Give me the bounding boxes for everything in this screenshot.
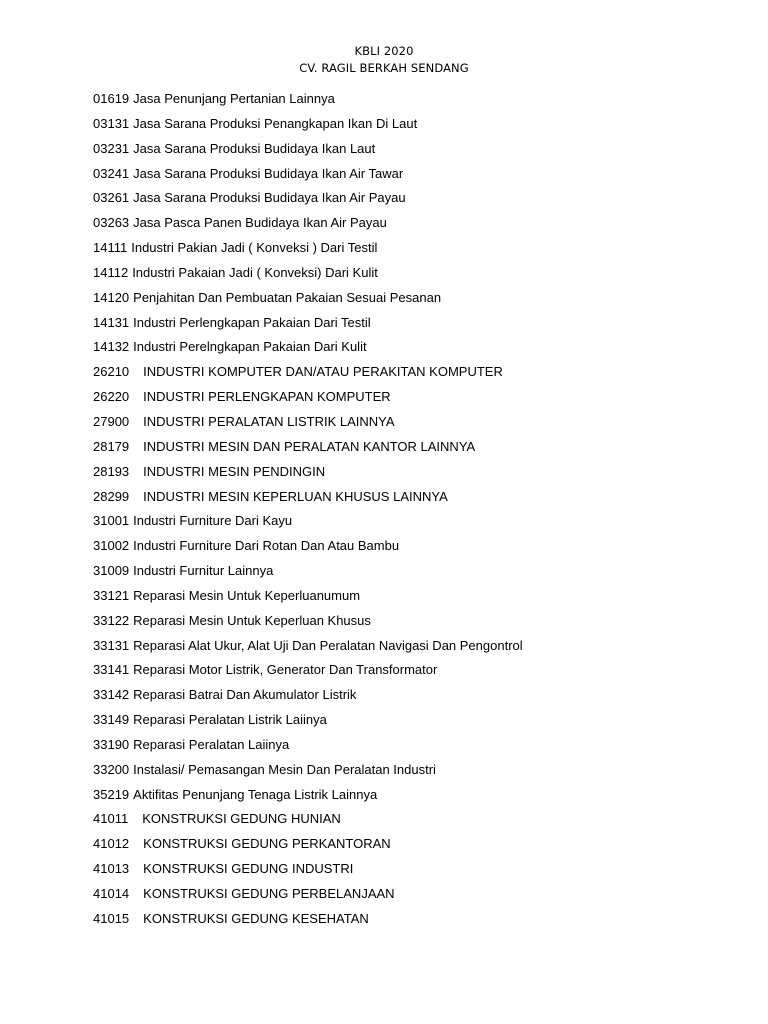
kbli-code: 33131 — [93, 637, 130, 653]
kbli-description: Reparasi Peralatan Listrik Laiinya — [133, 712, 327, 728]
kbli-description: KONSTRUKSI GEDUNG PERKANTORAN — [143, 836, 391, 852]
kbli-description: Jasa Sarana Produksi Budidaya Ikan Air Tawar — [133, 165, 404, 181]
list-item — [93, 809, 733, 834]
kbli-code: 28193 — [93, 463, 130, 479]
kbli-description: Industri Furnitur Lainnya — [133, 563, 274, 579]
kbli-code: 03131 — [93, 115, 130, 131]
list-item — [93, 636, 733, 661]
kbli-code: 33141 — [93, 662, 130, 678]
kbli-code: 33190 — [93, 736, 130, 752]
list-item — [93, 884, 733, 909]
list-item — [93, 437, 733, 462]
list-item — [93, 313, 733, 338]
kbli-description: INDUSTRI MESIN PENDINGIN — [143, 463, 326, 479]
list-item — [93, 213, 733, 238]
kbli-code-list — [93, 89, 733, 934]
kbli-description: Jasa Penunjang Pertanian Lainnya — [133, 91, 335, 106]
list-item — [93, 511, 733, 536]
kbli-description: Reparasi Mesin Untuk Keperluan Khusus — [133, 612, 371, 628]
list-item — [93, 834, 733, 859]
kbli-description: Penjahitan Dan Pembuatan Pakaian Sesuai Pesanan — [133, 289, 442, 305]
list-item — [93, 710, 733, 735]
list-item — [93, 487, 733, 512]
list-item — [93, 909, 733, 934]
kbli-code: 03241 — [93, 165, 130, 181]
kbli-code: 41014 — [93, 886, 130, 901]
kbli-description: Industri Pakaian Jadi ( Konveksi) Dari Kulit — [132, 264, 378, 280]
kbli-code: 03231 — [93, 140, 130, 156]
kbli-description: KONSTRUKSI GEDUNG KESEHATAN — [143, 910, 369, 926]
kbli-code: 33200 — [93, 761, 130, 777]
list-item — [93, 561, 733, 586]
list-item — [93, 785, 733, 810]
kbli-code: 01619 — [93, 91, 130, 106]
kbli-code: 14112 — [93, 264, 129, 280]
list-item — [93, 139, 733, 164]
kbli-code: 14131 — [93, 314, 130, 330]
kbli-description: INDUSTRI MESIN KEPERLUAN KHUSUS LAINNYA — [143, 488, 448, 504]
list-item — [93, 760, 733, 785]
kbli-description: Reparasi Mesin Untuk Keperluanumum — [133, 587, 361, 603]
list-item — [93, 586, 733, 611]
kbli-code: 35219 — [93, 786, 130, 802]
list-item — [93, 859, 733, 884]
kbli-description: Jasa Sarana Produksi Budidaya Ikan Laut — [133, 140, 376, 156]
kbli-code: 33122 — [93, 612, 130, 628]
kbli-description: KONSTRUKSI GEDUNG PERBELANJAAN — [143, 886, 395, 901]
kbli-code: 31001 — [93, 513, 130, 529]
kbli-code: 26220 — [93, 389, 130, 405]
kbli-description: Industri Furniture Dari Kayu — [133, 513, 293, 529]
kbli-description: Reparasi Motor Listrik, Generator Dan Transformator — [133, 662, 438, 678]
kbli-code: 33142 — [93, 687, 130, 703]
list-item — [93, 462, 733, 487]
kbli-code: 03261 — [93, 190, 130, 206]
kbli-description: Industri Perlengkapan Pakaian Dari Testil — [133, 314, 371, 330]
kbli-description: Aktifitas Penunjang Tenaga Listrik Lainnya — [133, 786, 378, 802]
kbli-code: 03263 — [93, 215, 130, 231]
kbli-code: 41012 — [93, 836, 130, 852]
kbli-description: Reparasi Peralatan Laiinya — [133, 736, 290, 752]
kbli-description: Reparasi Alat Ukur, Alat Uji Dan Peralatan Navigasi Dan Pengontrol — [133, 637, 523, 653]
kbli-code: 31002 — [93, 538, 130, 554]
kbli-description: Instalasi/ Pemasangan Mesin Dan Peralatan Industri — [133, 761, 436, 777]
kbli-description: Industri Pakian Jadi ( Konveksi ) Dari Testil — [131, 240, 378, 256]
kbli-description: Jasa Sarana Produksi Penangkapan Ikan Di Laut — [133, 115, 418, 131]
kbli-description: Industri Furniture Dari Rotan Dan Atau Bambu — [133, 538, 400, 554]
kbli-description: Industri Perelngkapan Pakaian Dari Kulit — [133, 339, 367, 355]
kbli-code: 41011 — [93, 811, 129, 827]
kbli-description: Jasa Pasca Panen Budidaya Ikan Air Payau — [133, 215, 387, 231]
kbli-description: Jasa Sarana Produksi Budidaya Ikan Air Payau — [133, 190, 406, 206]
list-item — [93, 89, 733, 114]
kbli-code: 14120 — [93, 289, 130, 305]
kbli-code: 14111 — [93, 240, 128, 256]
kbli-code: 33149 — [93, 712, 130, 728]
list-item — [93, 238, 733, 263]
kbli-description: INDUSTRI PERLENGKAPAN KOMPUTER — [143, 389, 391, 405]
kbli-code: 41015 — [93, 910, 130, 926]
list-item — [93, 362, 733, 387]
list-item — [93, 288, 733, 313]
kbli-description: INDUSTRI KOMPUTER DAN/ATAU PERAKITAN KOMPUTER — [143, 364, 503, 380]
kbli-code: 31009 — [93, 563, 130, 579]
document-header — [0, 43, 768, 77]
kbli-description: Reparasi Batrai Dan Akumulator Listrik — [133, 687, 357, 703]
list-item — [93, 735, 733, 760]
list-item — [93, 660, 733, 685]
list-item — [93, 412, 733, 437]
kbli-code: 14132 — [93, 339, 130, 355]
kbli-description: KONSTRUKSI GEDUNG INDUSTRI — [143, 861, 354, 877]
list-item — [93, 188, 733, 213]
kbli-code: 41013 — [93, 861, 130, 877]
kbli-description: KONSTRUKSI GEDUNG HUNIAN — [142, 811, 341, 827]
list-item — [93, 611, 733, 636]
list-item — [93, 536, 733, 561]
document-title: KBLI 2020 — [354, 44, 414, 58]
kbli-code: 26210 — [93, 364, 130, 380]
list-item — [93, 263, 733, 288]
kbli-code: 28299 — [93, 488, 130, 504]
kbli-code: 27900 — [93, 413, 130, 429]
list-item — [93, 685, 733, 710]
kbli-code: 33121 — [93, 587, 130, 603]
list-item — [93, 114, 733, 139]
kbli-description: INDUSTRI PERALATAN LISTRIK LAINNYA — [143, 413, 395, 429]
company-name: CV. RAGIL BERKAH SENDANG — [299, 61, 469, 75]
kbli-code: 28179 — [93, 438, 130, 454]
list-item — [93, 387, 733, 412]
list-item — [93, 337, 733, 362]
kbli-description: INDUSTRI MESIN DAN PERALATAN KANTOR LAINNYA — [143, 438, 476, 454]
list-item — [93, 164, 733, 189]
